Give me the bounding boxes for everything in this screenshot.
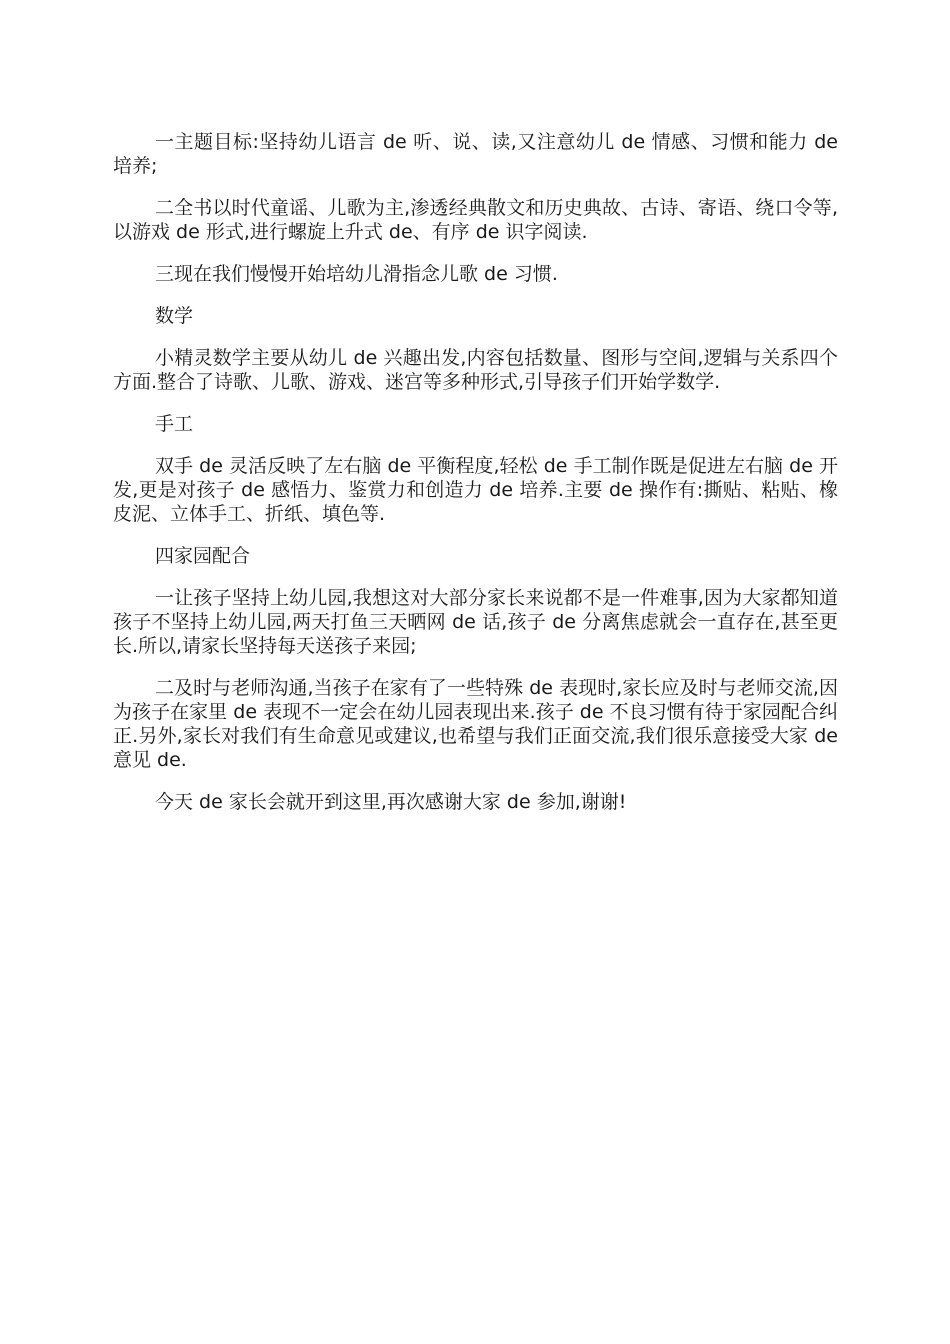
section-heading-home-school: 四家园配合 [155, 545, 251, 567]
paragraph-communication: 二及时与老师沟通,当孩子在家有了一些特殊 de 表现时,家长应及时与老师交流,因为孩子在家里 de 表现不一定会在幼儿园表现出来.孩子 de 不良习惯有待于家园配合纠正.另外,家长对我们有生命意见或建议,也希望与我们正面交流,我们很乐意接受大家 de 意见 de. [113, 677, 838, 771]
section-heading-handcraft: 手工 [155, 413, 194, 435]
paragraph-attendance: 一让孩子坚持上幼儿园,我想这对大部分家长来说都不是一件难事,因为大家都知道孩子不坚持上幼儿园,两天打鱼三天晒网 de 话,孩子 de 分离焦虑就会一直存在,甚至更长.所以,请家长坚持每天送孩子来园; [113, 587, 838, 657]
paragraph-math: 小精灵数学主要从幼儿 de 兴趣出发,内容包括数量、图形与空间,逻辑与关系四个方面.整合了诗歌、儿歌、游戏、迷宫等多种形式,引导孩子们开始学数学. [113, 347, 838, 393]
section-heading-math: 数学 [155, 305, 194, 327]
paragraph-theme-goal: 一主题目标:坚持幼儿语言 de 听、说、读,又注意幼儿 de 情感、习惯和能力 de 培养; [113, 131, 838, 177]
paragraph-reading-habit: 三现在我们慢慢开始培幼儿滑指念儿歌 de 习惯. [155, 263, 558, 285]
document-body [113, 130, 838, 832]
paragraph-closing: 今天 de 家长会就开到这里,再次感谢大家 de 参加,谢谢! [155, 791, 627, 813]
paragraph-handcraft: 双手 de 灵活反映了左右脑 de 平衡程度,轻松 de 手工制作既是促进左右脑 de 开发,更是对孩子 de 感悟力、鉴赏力和创造力 de 培养.主要 de 操作有:撕贴、粘贴、橡皮泥、立体手工、折纸、填色等. [113, 455, 838, 525]
paragraph-book-content: 二全书以时代童谣、儿歌为主,渗透经典散文和历史典故、古诗、寄语、绕口令等,以游戏 de 形式,进行螺旋上升式 de、有序 de 识字阅读. [113, 197, 838, 243]
